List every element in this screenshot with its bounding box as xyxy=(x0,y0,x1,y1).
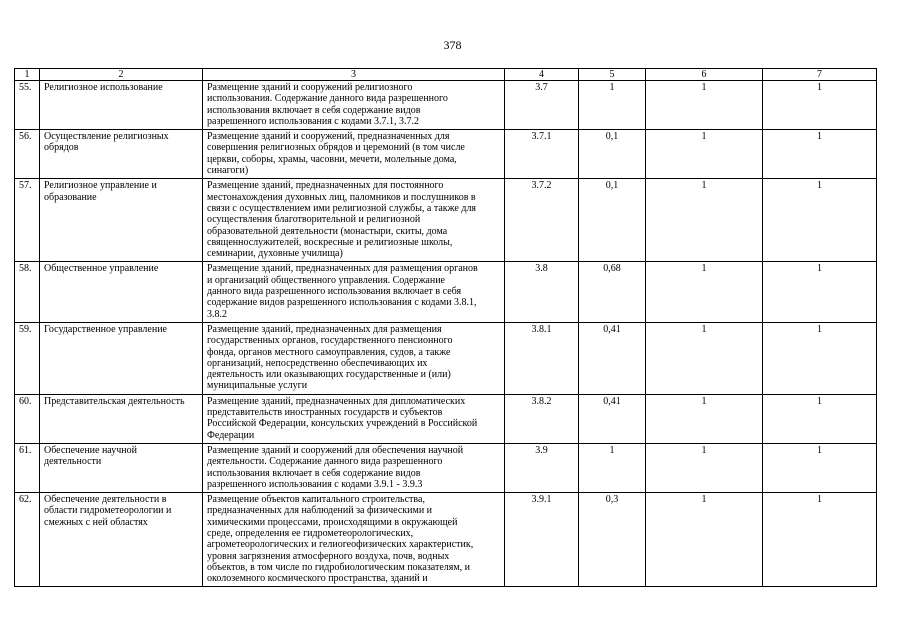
land-use-description: Размещение зданий, предназначенных для дипломатических представительств иностранных государств и субъектов Российской Федерации, консульских учреждений в Российской Федерации xyxy=(203,394,505,443)
column-7-value: 1 xyxy=(763,443,877,492)
table-row xyxy=(15,322,877,394)
land-use-code: 3.9.1 xyxy=(505,493,579,587)
table-row xyxy=(15,262,877,322)
row-number: 57. xyxy=(15,179,40,262)
land-use-code: 3.9 xyxy=(505,443,579,492)
column-6-value: 1 xyxy=(646,322,763,394)
land-use-name: Обеспечение деятельности в области гидрометеорологии и смежных с ней областях xyxy=(40,493,203,587)
column-6-value: 1 xyxy=(646,179,763,262)
land-use-name: Общественное управление xyxy=(40,262,203,322)
column-7-value: 1 xyxy=(763,81,877,130)
table-row xyxy=(15,443,877,492)
page-number: 378 xyxy=(443,38,462,52)
land-use-name: Религиозное управление и образование xyxy=(40,179,203,262)
column-header: 6 xyxy=(646,69,763,81)
land-use-description: Размещение зданий, предназначенных для размещения органов и организаций общественного управления. Содержание данного вида разрешенного использования включает в себя содержание видов разрешенного использования с кодами 3.8.1, 3.8.2 xyxy=(203,262,505,322)
column-7-value: 1 xyxy=(763,322,877,394)
column-header: 3 xyxy=(203,69,505,81)
column-6-value: 1 xyxy=(646,130,763,179)
column-6-value: 1 xyxy=(646,443,763,492)
column-5-value: 0,1 xyxy=(579,130,646,179)
row-number: 58. xyxy=(15,262,40,322)
column-5-value: 0,41 xyxy=(579,322,646,394)
land-use-code: 3.7.1 xyxy=(505,130,579,179)
table-row xyxy=(15,81,877,130)
land-use-description: Размещение зданий, предназначенных для размещения государственных органов, государственного пенсионного фонда, органов местного самоуправления, судов, а также организаций, непосредственно обеспечивающих их деятельность или оказывающих государственные и (или) муниципальные услуги xyxy=(203,322,505,394)
land-use-code: 3.7.2 xyxy=(505,179,579,262)
column-header: 4 xyxy=(505,69,579,81)
land-use-name: Обеспечение научной деятельности xyxy=(40,443,203,492)
column-5-value: 0,41 xyxy=(579,394,646,443)
column-6-value: 1 xyxy=(646,81,763,130)
land-use-table xyxy=(14,68,877,587)
row-number: 55. xyxy=(15,81,40,130)
column-5-value: 1 xyxy=(579,443,646,492)
land-use-description: Размещение зданий и сооружений религиозного использования. Содержание данного вида разрешенного использования включает в себя содержание видов разрешенного использования с кодами 3.7.1, 3.7.2 xyxy=(203,81,505,130)
column-6-value: 1 xyxy=(646,493,763,587)
row-number: 59. xyxy=(15,322,40,394)
column-5-value: 0,3 xyxy=(579,493,646,587)
row-number: 56. xyxy=(15,130,40,179)
column-7-value: 1 xyxy=(763,262,877,322)
column-header: 5 xyxy=(579,69,646,81)
table-row xyxy=(15,394,877,443)
land-use-name: Осуществление религиозных обрядов xyxy=(40,130,203,179)
land-use-code: 3.8 xyxy=(505,262,579,322)
land-use-description: Размещение зданий и сооружений для обеспечения научной деятельности. Содержание данного вида разрешенного использования включает в себя содержание видов разрешенного использования с кодами 3.9.1 - 3.9.3 xyxy=(203,443,505,492)
land-use-code: 3.8.2 xyxy=(505,394,579,443)
row-number: 62. xyxy=(15,493,40,587)
land-use-code: 3.8.1 xyxy=(505,322,579,394)
column-6-value: 1 xyxy=(646,262,763,322)
table-row xyxy=(15,493,877,587)
column-7-value: 1 xyxy=(763,130,877,179)
column-7-value: 1 xyxy=(763,394,877,443)
land-use-name: Государственное управление xyxy=(40,322,203,394)
row-number: 60. xyxy=(15,394,40,443)
land-use-code: 3.7 xyxy=(505,81,579,130)
table-row xyxy=(15,179,877,262)
table-row xyxy=(15,130,877,179)
land-use-description: Размещение объектов капитального строительства, предназначенных для наблюдений за физическими и химическими процессами, происходящими в окружающей среде, определения ее гидрометеорологических, агрометеорологических и гелиогеофизических характеристик, уровня загрязнения атмосферного воздуха, почв, водных объектов, в том числе по гидробиологическим показателям, и околоземного космического пространства, зданий и xyxy=(203,493,505,587)
column-5-value: 0,68 xyxy=(579,262,646,322)
header-row xyxy=(15,69,877,81)
column-header: 7 xyxy=(763,69,877,81)
row-number: 61. xyxy=(15,443,40,492)
column-header: 1 xyxy=(15,69,40,81)
column-7-value: 1 xyxy=(763,493,877,587)
land-use-description: Размещение зданий и сооружений, предназначенных для совершения религиозных обрядов и церемоний (в том числе церкви, соборы, храмы, часовни, мечети, молельные дома, синагоги) xyxy=(203,130,505,179)
column-6-value: 1 xyxy=(646,394,763,443)
column-5-value: 0,1 xyxy=(579,179,646,262)
land-use-name: Религиозное использование xyxy=(40,81,203,130)
land-use-name: Представительская деятельность xyxy=(40,394,203,443)
column-5-value: 1 xyxy=(579,81,646,130)
column-header: 2 xyxy=(40,69,203,81)
column-7-value: 1 xyxy=(763,179,877,262)
land-use-description: Размещение зданий, предназначенных для постоянного местонахождения духовных лиц, паломников и послушников в связи с осуществлением ими религиозной службы, а также для осуществления благотворительной и религиозной образовательной деятельности (монастыри, скиты, дома священнослужителей, воскресные и религиозные школы, семинарии, духовные училища) xyxy=(203,179,505,262)
